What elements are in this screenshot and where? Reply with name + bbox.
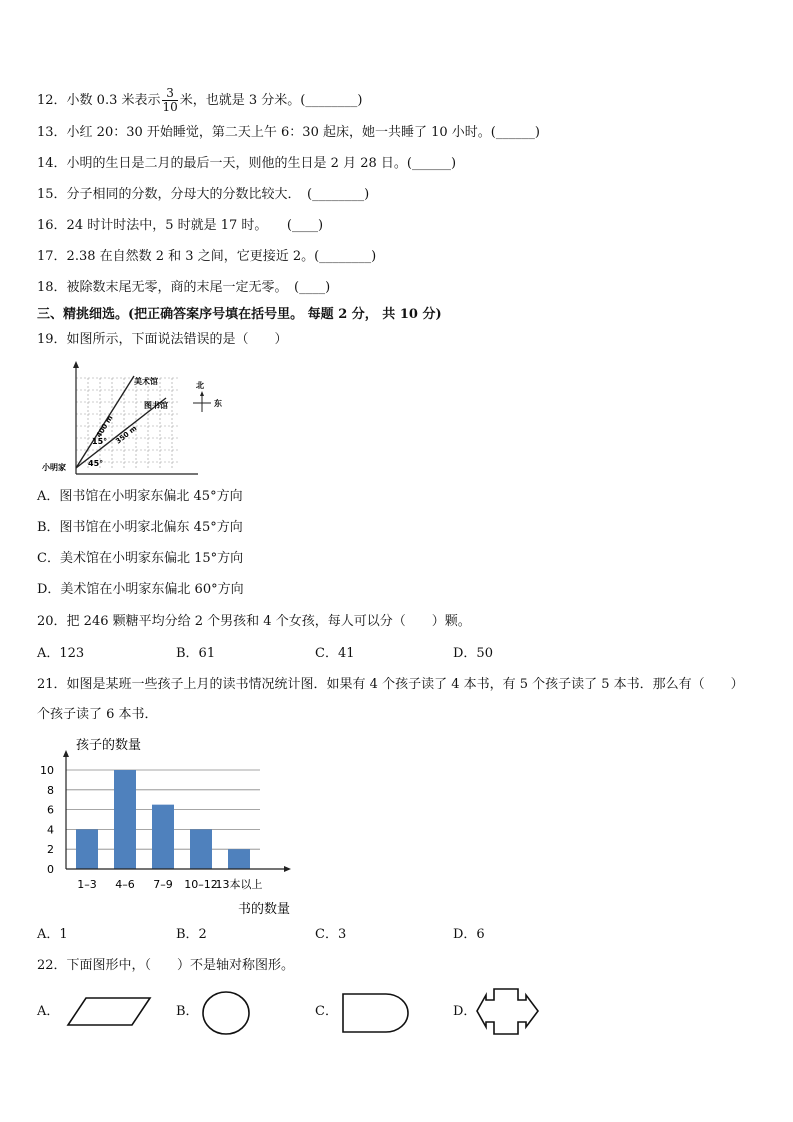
- q19-option-d: D．美术馆在小明家东偏北 60°方向: [37, 582, 244, 597]
- question-22-stem: 22．下面图形中，（ ）不是轴对称图形。: [37, 958, 295, 973]
- fraction: [162, 87, 177, 114]
- q12-text-pre: 12．小数 0.3 米表示: [37, 93, 161, 108]
- chart-xtick-label: 13本以上: [215, 878, 263, 891]
- label-museum: 美术馆: [134, 377, 158, 386]
- question-21-stem-line1: 21．如图是某班一些孩子上月的读书情况统计图．如果有 4 个孩子读了 4 本书，有 5 个孩子读了 5 本书．那么有（ ）: [37, 677, 744, 692]
- compass-icon: [193, 391, 211, 412]
- chart-ytick-label: 0: [47, 863, 54, 876]
- q20-option-a: A．123: [37, 646, 85, 661]
- chart-x-arrow: [284, 866, 291, 872]
- q19-option-a: A．图书馆在小明家东偏北 45°方向: [37, 489, 243, 504]
- question-19-stem: 19．如图所示，下面说法错误的是（ ）: [37, 332, 288, 347]
- q20-option-b: B．61: [176, 646, 216, 661]
- label-east: 东: [214, 399, 222, 408]
- question-16: 16．24 时计时法中，5 时就是 17 时。 (____): [37, 218, 324, 233]
- chart-ytick-label: 4: [47, 823, 54, 837]
- fraction-numerator: 3: [162, 87, 177, 101]
- label-home: 小明家: [42, 463, 66, 472]
- direction-figure: [38, 358, 238, 480]
- chart-bar: [114, 770, 136, 869]
- question-21-stem-line2: 个孩子读了 6 本书．: [37, 707, 158, 722]
- circle-shape: [200, 990, 254, 1036]
- chart-bar: [190, 829, 212, 869]
- q21-option-d: D．6: [453, 927, 485, 942]
- chart-ytick-label: 6: [47, 803, 54, 817]
- label-distance-400: 400 m: [94, 414, 115, 440]
- chart-bar: [76, 829, 98, 869]
- q21-option-b: B．2: [176, 927, 207, 942]
- q21-option-c: C．3: [315, 927, 347, 942]
- q22-option-c-label: C．: [315, 1004, 338, 1019]
- chart-bar: [152, 805, 174, 869]
- q20-option-c: C．41: [315, 646, 355, 661]
- label-angle-15: 15°: [92, 437, 108, 446]
- q22-option-b-label: B．: [176, 1004, 199, 1019]
- chart-xlabel: 书的数量: [238, 902, 291, 917]
- rounded-rectangle-shape: [340, 991, 412, 1035]
- question-15: 15．分子相同的分数，分母大的分数比较大． (________): [37, 187, 370, 202]
- question-12: [37, 87, 362, 114]
- y-arrow: [73, 361, 79, 368]
- section-3-heading: 三、精挑细选。(把正确答案序号填在括号里。 每题 2 分， 共 10 分): [37, 307, 442, 322]
- label-library: 图书馆: [144, 401, 168, 410]
- label-north: 北: [196, 381, 204, 390]
- q20-option-d: D．50: [453, 646, 493, 661]
- chart-xtick-label: 4–6: [115, 878, 135, 891]
- question-20-stem: 20．把 246 颗糖平均分给 2 个男孩和 4 个女孩，每人可以分（ ）颗。: [37, 614, 471, 629]
- q19-option-c: C．美术馆在小明家东偏北 15°方向: [37, 551, 244, 566]
- q22-option-a-label: A．: [37, 1004, 60, 1019]
- chart-ytick-label: 2: [47, 843, 54, 857]
- q19-option-b: B．图书馆在小明家北偏东 45°方向: [37, 520, 243, 535]
- chart-xtick-label: 7–9: [153, 878, 173, 891]
- question-13: 13．小红 20：30 开始睡觉，第二天上午 6：30 起床，她一共睡了 10 小时。(______): [37, 125, 540, 140]
- chart-y-arrow: [63, 750, 69, 757]
- chart-ytick-label: 8: [47, 783, 54, 797]
- fraction-denominator: 10: [162, 100, 178, 114]
- bar-chart: [30, 730, 320, 920]
- question-17: 17．2.38 在自然数 2 和 3 之间，它更接近 2。(________): [37, 249, 377, 264]
- chart-xtick-label: 10–12: [184, 878, 218, 891]
- chart-bar: [228, 849, 250, 869]
- question-18: 18．被除数末尾无零，商的末尾一定无零。 (____): [37, 280, 331, 295]
- chart-ytick-label: 10: [40, 764, 54, 777]
- question-14: 14．小明的生日是二月的最后一天，则他的生日是 2 月 28 日。(______): [37, 156, 457, 171]
- q12-text-post: 米，也就是 3 分米。(________): [179, 93, 363, 108]
- parallelogram-shape: [64, 995, 154, 1029]
- chart-ylabel: 孩子的数量: [76, 738, 142, 753]
- label-distance-350: 350 m: [114, 424, 139, 446]
- q21-option-a: A．1: [37, 927, 68, 942]
- q22-option-d-label: D．: [453, 1004, 477, 1019]
- cross-shape: [474, 986, 542, 1038]
- label-angle-45: 45°: [88, 459, 104, 468]
- chart-xtick-label: 1–3: [77, 878, 97, 891]
